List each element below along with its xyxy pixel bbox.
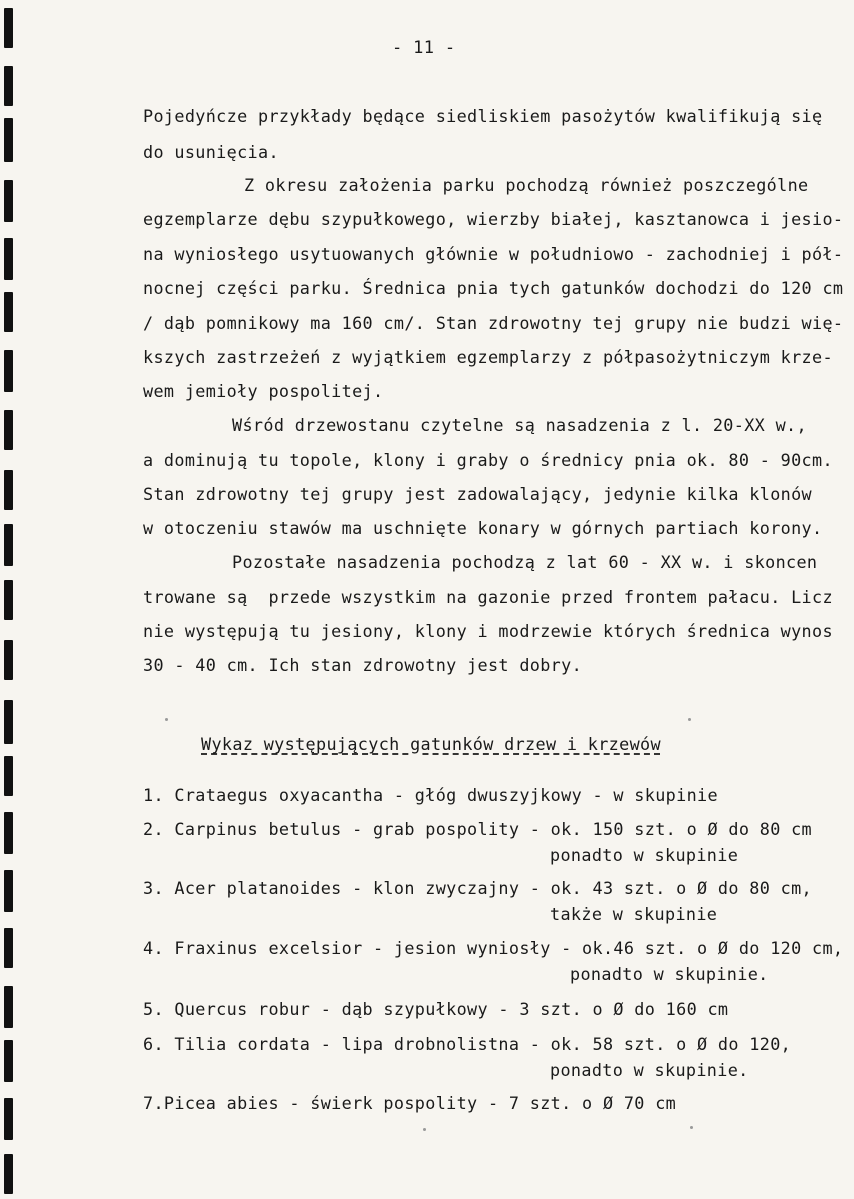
binding-mark	[4, 640, 13, 680]
list-item: 6. Tilia cordata - lipa drobnolistna - ok. 58 szt. o Ø do 120,	[143, 1034, 792, 1054]
binding-mark	[4, 812, 13, 854]
binding-mark	[4, 118, 13, 162]
binding-mark	[4, 238, 13, 280]
paragraph-line: nie występują tu jesiony, klony i modrzewie których średnica wynos	[143, 621, 833, 641]
binding-mark	[4, 700, 13, 744]
list-item-continuation: ponadto w skupinie	[550, 845, 739, 865]
intro-line: Pojedyńcze przykłady będące siedliskiem pasożytów kwalifikują się	[143, 106, 823, 126]
list-item-continuation: także w skupinie	[550, 904, 718, 924]
binding-mark	[4, 8, 13, 48]
paragraph-line: / dąb pomnikowy ma 160 cm/. Stan zdrowotny tej grupy nie budzi wię-	[143, 313, 844, 333]
binding-mark	[4, 470, 13, 510]
list-item: 5. Quercus robur - dąb szypułkowy - 3 szt. o Ø do 160 cm	[143, 999, 729, 1019]
paper-speck	[423, 1128, 426, 1131]
list-heading: Wykaz występujących gatunków drzew i krzewów	[201, 734, 661, 754]
paragraph-line: Z okresu założenia parku pochodzą również poszczególne	[244, 175, 809, 195]
paragraph-line: kszych zastrzeżeń z wyjątkiem egzemplarzy z półpasożytniczym krze-	[143, 347, 833, 367]
binding-mark	[4, 870, 13, 912]
intro-line: do usunięcia.	[143, 142, 279, 162]
binding-mark	[4, 66, 13, 106]
paragraph-line: w otoczeniu stawów ma uschnięte konary w górnych partiach korony.	[143, 518, 823, 538]
paragraph-line: nocnej części parku. Średnica pnia tych gatunków dochodzi do 120 cm	[143, 278, 844, 298]
binding-mark	[4, 292, 13, 332]
list-item: 2. Carpinus betulus - grab pospolity - ok. 150 szt. o Ø do 80 cm	[143, 819, 813, 839]
paragraph-line: 30 - 40 cm. Ich stan zdrowotny jest dobry.	[143, 655, 583, 675]
binding-mark	[4, 180, 13, 222]
list-item-continuation: ponadto w skupinie.	[550, 1060, 749, 1080]
paragraph-line: na wyniosłego usytuowanych głównie w południowo - zachodniej i pół-	[143, 244, 844, 264]
list-item: 3. Acer platanoides - klon zwyczajny - ok. 43 szt. o Ø do 80 cm,	[143, 878, 813, 898]
paragraph-line: Pozostałe nasadzenia pochodzą z lat 60 - XX w. i skoncen	[232, 552, 818, 572]
binding-mark	[4, 1040, 13, 1082]
binding-mark	[4, 350, 13, 392]
binding-mark	[4, 928, 13, 968]
list-item-continuation: ponadto w skupinie.	[570, 964, 769, 984]
page-number: - 11 -	[392, 38, 456, 58]
list-item: 4. Fraxinus excelsior - jesion wyniosły - ok.46 szt. o Ø do 120 cm,	[143, 938, 844, 958]
paragraph-line: wem jemioły pospolitej.	[143, 381, 384, 401]
paragraph-line: a dominują tu topole, klony i graby o średnicy pnia ok. 80 - 90cm.	[143, 450, 833, 470]
paragraph-line: Wśród drzewostanu czytelne są nasadzenia z l. 20-XX w.,	[232, 415, 807, 435]
binding-mark	[4, 986, 13, 1028]
list-item: 1. Crataegus oxyacantha - głóg dwuszyjkowy - w skupinie	[143, 785, 718, 805]
binding-mark	[4, 410, 13, 450]
binding-mark	[4, 580, 13, 620]
binding-mark	[4, 524, 13, 566]
paragraph-line: Stan zdrowotny tej grupy jest zadowalający, jedynie kilka klonów	[143, 484, 813, 504]
paragraph-line: trowane są przede wszystkim na gazonie przed frontem pałacu. Licz	[143, 587, 833, 607]
list-item: 7.Picea abies - świerk pospolity - 7 szt. o Ø 70 cm	[143, 1093, 677, 1113]
paragraph-line: egzemplarze dębu szypułkowego, wierzby białej, kasztanowca i jesio-	[143, 209, 844, 229]
binding-mark	[4, 756, 13, 796]
paper-speck	[690, 1126, 693, 1129]
binding-hole-marks	[0, 0, 30, 1199]
binding-mark	[4, 1098, 13, 1140]
binding-mark	[4, 1154, 13, 1194]
paper-speck	[165, 718, 168, 721]
paper-speck	[688, 718, 691, 721]
